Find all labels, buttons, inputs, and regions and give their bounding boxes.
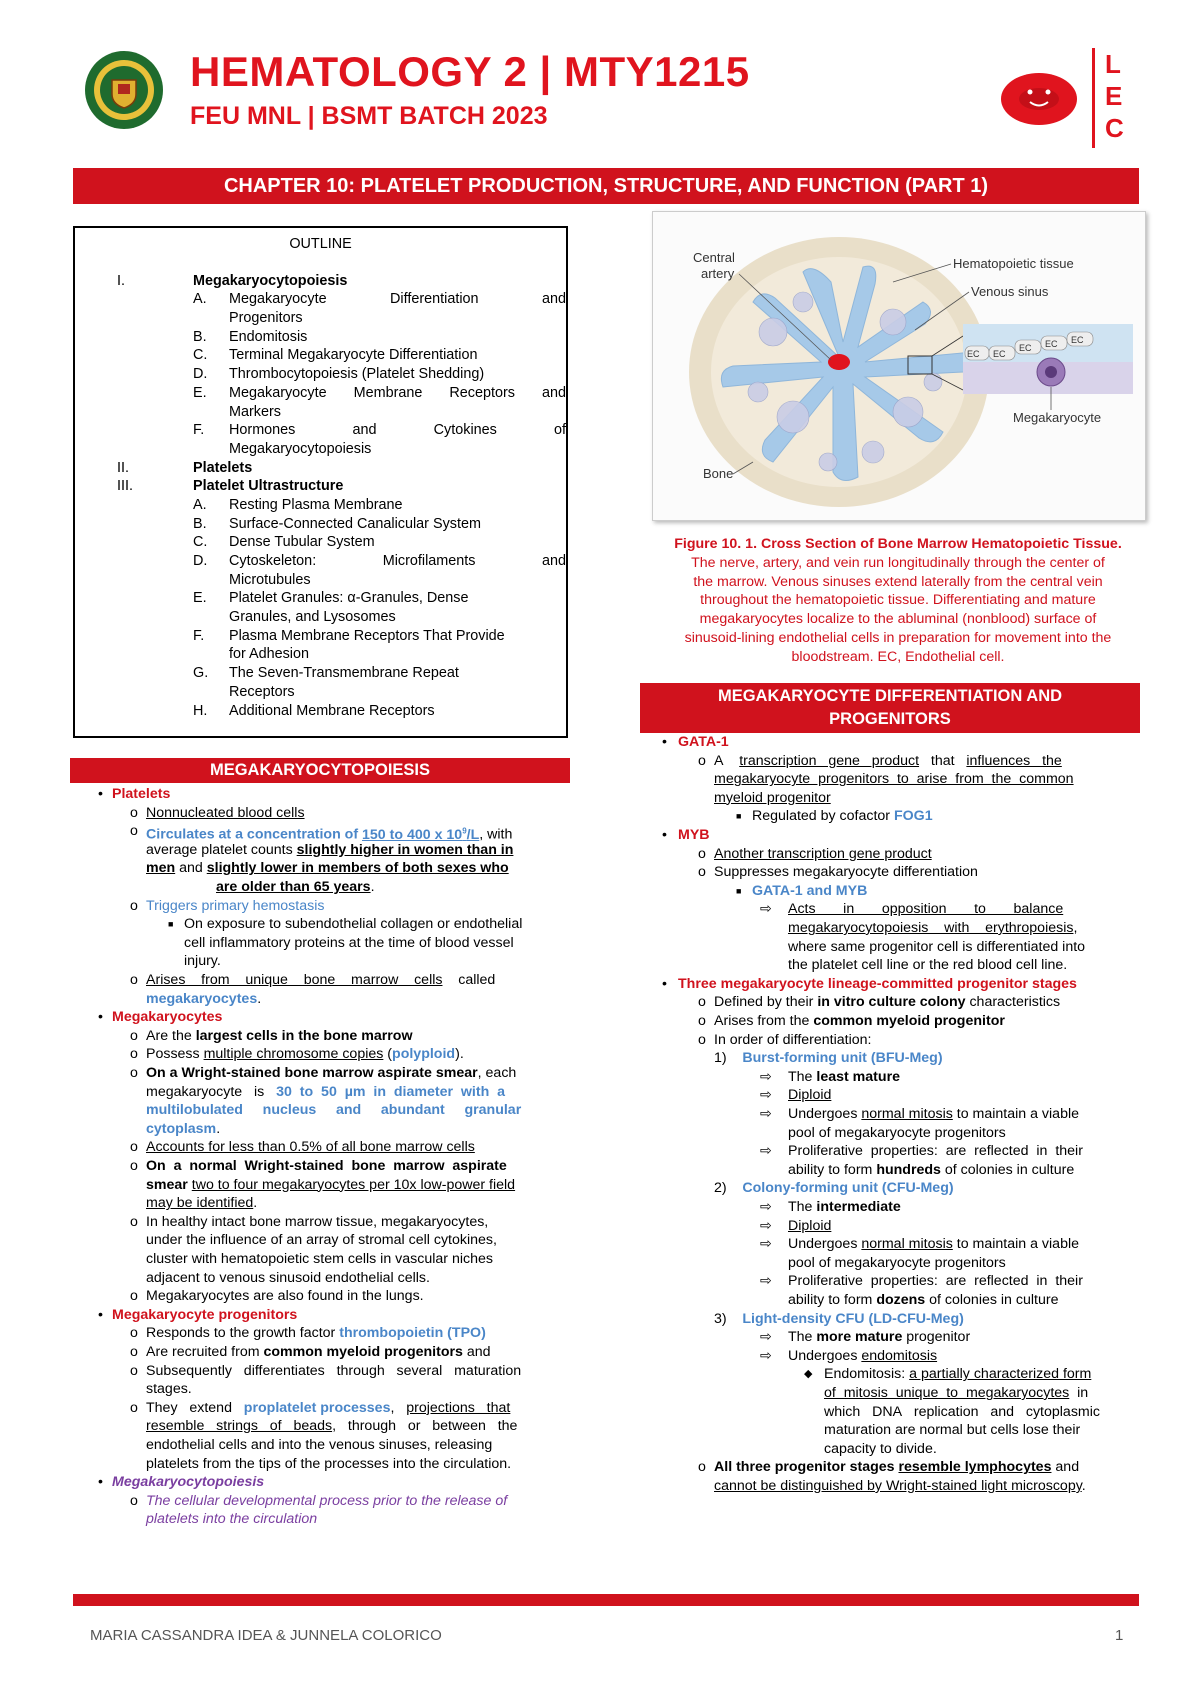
outline-item bbox=[75, 645, 566, 664]
outline-item bbox=[75, 496, 566, 515]
chapter-title: CHAPTER 10: PLATELET PRODUCTION, STRUCTURE, AND FUNCTION (PART 1) bbox=[73, 168, 1139, 204]
outline-item bbox=[75, 477, 566, 496]
outline-item bbox=[75, 309, 566, 328]
outline-item-label: Hormones and Cytokines of bbox=[229, 422, 566, 439]
ec-label: EC bbox=[1045, 339, 1058, 349]
section-heading-megakaryocytopoiesis: MEGAKARYOCYTOPOIESIS bbox=[70, 758, 570, 783]
document-subtitle: FEU MNL | BSMT BATCH 2023 bbox=[190, 102, 548, 130]
outline-item bbox=[75, 440, 566, 459]
outline-item-number: A. bbox=[193, 496, 207, 513]
outline-item bbox=[75, 384, 566, 403]
outline-item bbox=[75, 328, 566, 347]
outline-list bbox=[75, 272, 566, 721]
outline-item bbox=[75, 272, 566, 291]
ec-label: EC bbox=[993, 349, 1006, 359]
outline-item-label: Megakaryocytopoiesis bbox=[193, 272, 348, 289]
outline-item-number: C. bbox=[193, 347, 208, 364]
caption-line: throughout the hematopoietic tissue. Differentiating and mature bbox=[700, 592, 1096, 609]
caption-line: Figure 10. 1. Cross Section of Bone Marrow Hematopoietic Tissue. bbox=[674, 536, 1122, 552]
page-number: 1 bbox=[1115, 1627, 1124, 1644]
outline-item bbox=[75, 403, 566, 422]
caption-line: megakaryocytes localize to the abluminal (nonblood) surface of bbox=[699, 611, 1097, 628]
outline-item-label: Progenitors bbox=[229, 310, 303, 327]
outline-item bbox=[75, 608, 566, 627]
outline-item bbox=[75, 365, 566, 384]
outline-item bbox=[75, 290, 566, 309]
outline-item-label: Resting Plasma Membrane bbox=[229, 496, 403, 513]
fig-label-venous: Venous sinus bbox=[971, 284, 1049, 299]
outline-item-number: D. bbox=[193, 553, 208, 570]
outline-item-number: III. bbox=[117, 478, 133, 495]
fig-label-artery: artery bbox=[701, 266, 735, 281]
outline-item-label: Cytoskeleton: Microfilaments and bbox=[229, 553, 566, 570]
outline-item bbox=[75, 459, 566, 478]
outline-box bbox=[73, 226, 568, 738]
outline-item bbox=[75, 346, 566, 365]
outline-item bbox=[75, 552, 566, 571]
outline-item-label: Plasma Membrane Receptors That Provide bbox=[229, 627, 505, 644]
outline-item-number: D. bbox=[193, 366, 208, 383]
outline-item-number: I. bbox=[117, 272, 125, 289]
ec-label: EC bbox=[1071, 335, 1084, 345]
outline-item bbox=[75, 683, 566, 702]
outline-item-label: Megakaryocyte Differentiation and bbox=[229, 291, 566, 308]
section-heading-line: PROGENITORS bbox=[829, 710, 951, 728]
figure-caption bbox=[650, 535, 1146, 667]
outline-item-number: II. bbox=[117, 459, 129, 476]
outline-item bbox=[75, 515, 566, 534]
outline-item-label: Platelets bbox=[193, 459, 253, 476]
outline-item-label: Endomitosis bbox=[229, 328, 308, 345]
left-column-body: Platelets Nonnucleated blood cells Circulates at a concentration of 150 to 400 x $10^9/L$, with average platelet counts slightly higher in women than in men and slightly lower in members of both sexes who are older than 65 years. Triggers primary hemostasis On exposure to subendothelial collagen or endothelial cell inflammatory proteins at the time of blood vessel injury. Arises from unique bone marrow cells called megakaryocytes. Megakaryocytes Are the largest cells in the bone marrow Possess multiple chromosome copies (polyploid). On a Wright-stained bone marrow aspirate smear, each megakaryocyte is 30 to 50 µm in diameter with a multilobulated nucleus and abundant granular cytoplasm. Accounts for less than 0.5% of all bone marrow cells On a normal Wright-stained bone marrow aspirate smear two to four megakaryocytes per 10x low-power field may be identified. In healthy intact bone marrow tissue, megakaryocytes, under the influence of an array of stromal cell cytokines, cluster with hematopoietic stem cells in vascular niches adjacent to venous sinusoid endothelial cells. Megakaryocytes are also found in the lungs. Megakaryocyte progenitors Responds to the growth factor thrombopoietin (TPO) Are recruited from common myeloid progenitors and Subsequently differentiates through several maturation stages. They extend proplatelet processes, projections that resemble strings of beads, through or between the endothelial cells and into the venous sinuses, releasing platelets from the tips of the processes into the circulation. Megakaryocytopoiesis The cellular developmental process prior to the release of platelets into the circulation • • • • o o o o ■ o o o o o o o o o o o o bbox=[98, 786, 523, 1528]
outline-item-number: G. bbox=[193, 665, 209, 682]
outline-item bbox=[75, 664, 566, 683]
footer-authors: MARIA CASSANDRA IDEA & JUNNELA COLORICO bbox=[90, 1627, 442, 1644]
outline-item bbox=[75, 589, 566, 608]
fig-label-hematopoietic: Hematopoietic tissue bbox=[953, 256, 1074, 271]
outline-item-label: The Seven-Transmembrane Repeat bbox=[229, 665, 459, 682]
footer-rule bbox=[73, 1594, 1139, 1606]
outline-heading: OUTLINE bbox=[289, 236, 352, 252]
outline-item bbox=[75, 421, 566, 440]
outline-item-label: Platelet Granules: α-Granules, Dense bbox=[229, 590, 469, 607]
right-column-body: GATA-1 A transcription gene product that influences the megakaryocyte progenitors to arise from the common myeloid progenitor Regulated by cofactor FOG1 MYB Another transcription gene product Suppresses megakaryocyte differentiation GATA-1 and MYB Acts in opposition to balance megakaryocytopoiesis with erythropoiesis, where same progenitor cell is differentiated into the platelet cell line or the red blood cell line. Three megakaryocyte lineage-committed progenitor stages Defined by their in vitro culture colony characteristics Arises from the common myeloid progenitor In order of differentiation: 1) Burst-forming unit (BFU-Meg) The least mature Diploid Undergoes normal mitosis to maintain a viable pool of megakaryocyte progenitors Proliferative properties: are reflected in their ability to form hundreds of colonies in culture 2) Colony-forming unit (CFU-Meg) The intermediate Diploid Undergoes normal mitosis to maintain a viable pool of megakaryocyte progenitors Proliferative properties: are reflected in their ability to form dozens of colonies in culture 3) Light-density CFU (LD-CFU-Meg) The more mature progenitor Undergoes endomitosis Endomitosis: a partially characterized form of mitosis unique to megakaryocytes in which DNA replication and cytoplasmic maturation are normal but cells lose their capacity to divide. All three progenitor stages resemble lymphocytes and cannot be distinguished by Wright-stained light microscopy. • • • o o o o o o o ■ ■ ⇨ ⇨ ⇨ ⇨ ⇨ ⇨ ⇨ ⇨ ⇨ ⇨ ⇨ ◆ bbox=[662, 734, 1100, 1494]
fig-label-bone: Bone bbox=[703, 466, 734, 481]
section-heading-line: MEGAKARYOCYTE DIFFERENTIATION AND bbox=[717, 687, 1063, 705]
figure-bone-marrow bbox=[652, 211, 1146, 521]
outline-item-label: Markers bbox=[229, 403, 281, 420]
outline-item-label: for Adhesion bbox=[229, 646, 310, 663]
outline-item-label: Terminal Megakaryocyte Differentiation bbox=[229, 347, 478, 364]
outline-item-number: F. bbox=[193, 627, 205, 644]
caption-line: the marrow. Venous sinuses extend laterally from the central vein bbox=[693, 573, 1103, 590]
outline-item-label: Granules, and Lysosomes bbox=[229, 609, 396, 626]
ec-label: EC bbox=[967, 349, 980, 359]
fig-label-central: Central bbox=[693, 250, 735, 265]
mascot-icon bbox=[1000, 72, 1078, 126]
outline-item-label: Platelet Ultrastructure bbox=[193, 478, 344, 495]
outline-item-number: A. bbox=[193, 291, 207, 308]
caption-line: The nerve, artery, and vein run longitudinally through the center of bbox=[691, 554, 1105, 571]
university-seal bbox=[84, 50, 164, 130]
document-title: HEMATOLOGY 2 | MTY1215 bbox=[190, 48, 750, 95]
outline-item bbox=[75, 533, 566, 552]
outline-item bbox=[75, 627, 566, 646]
outline-item-label: Dense Tubular System bbox=[229, 534, 375, 551]
outline-item bbox=[75, 571, 566, 590]
outline-item-label: Receptors bbox=[229, 683, 295, 700]
ec-label: EC bbox=[1019, 343, 1032, 353]
outline-item-number: F. bbox=[193, 422, 205, 439]
fig-label-megakaryocyte: Megakaryocyte bbox=[1013, 410, 1102, 425]
outline-item-label: Thrombocytopoiesis (Platelet Shedding) bbox=[229, 366, 485, 383]
lec-letter: C bbox=[1105, 113, 1124, 143]
outline-item-label: Surface-Connected Canalicular System bbox=[229, 515, 481, 532]
caption-line: sinusoid-lining endothelial cells in preparation for movement into the bbox=[684, 629, 1112, 646]
outline-item-label: Megakaryocytopoiesis bbox=[229, 440, 372, 457]
outline-item bbox=[75, 702, 566, 721]
lec-marker bbox=[1092, 48, 1135, 148]
outline-item-label: Microtubules bbox=[229, 571, 311, 588]
outline-item-label: Megakaryocyte Membrane Receptors and bbox=[229, 384, 566, 401]
caption-line: bloodstream. EC, Endothelial cell. bbox=[791, 648, 1005, 665]
outline-item-label: Additional Membrane Receptors bbox=[229, 702, 435, 719]
lec-letter: L bbox=[1105, 49, 1121, 79]
section-heading-differentiation bbox=[640, 683, 1140, 733]
outline-item-number: H. bbox=[193, 702, 208, 719]
outline-item-number: C. bbox=[193, 534, 208, 551]
outline-item-number: B. bbox=[193, 515, 207, 532]
lec-letter: E bbox=[1105, 81, 1123, 111]
outline-item-number: B. bbox=[193, 328, 207, 345]
outline-item-number: E. bbox=[193, 384, 207, 401]
outline-item-number: E. bbox=[193, 590, 207, 607]
